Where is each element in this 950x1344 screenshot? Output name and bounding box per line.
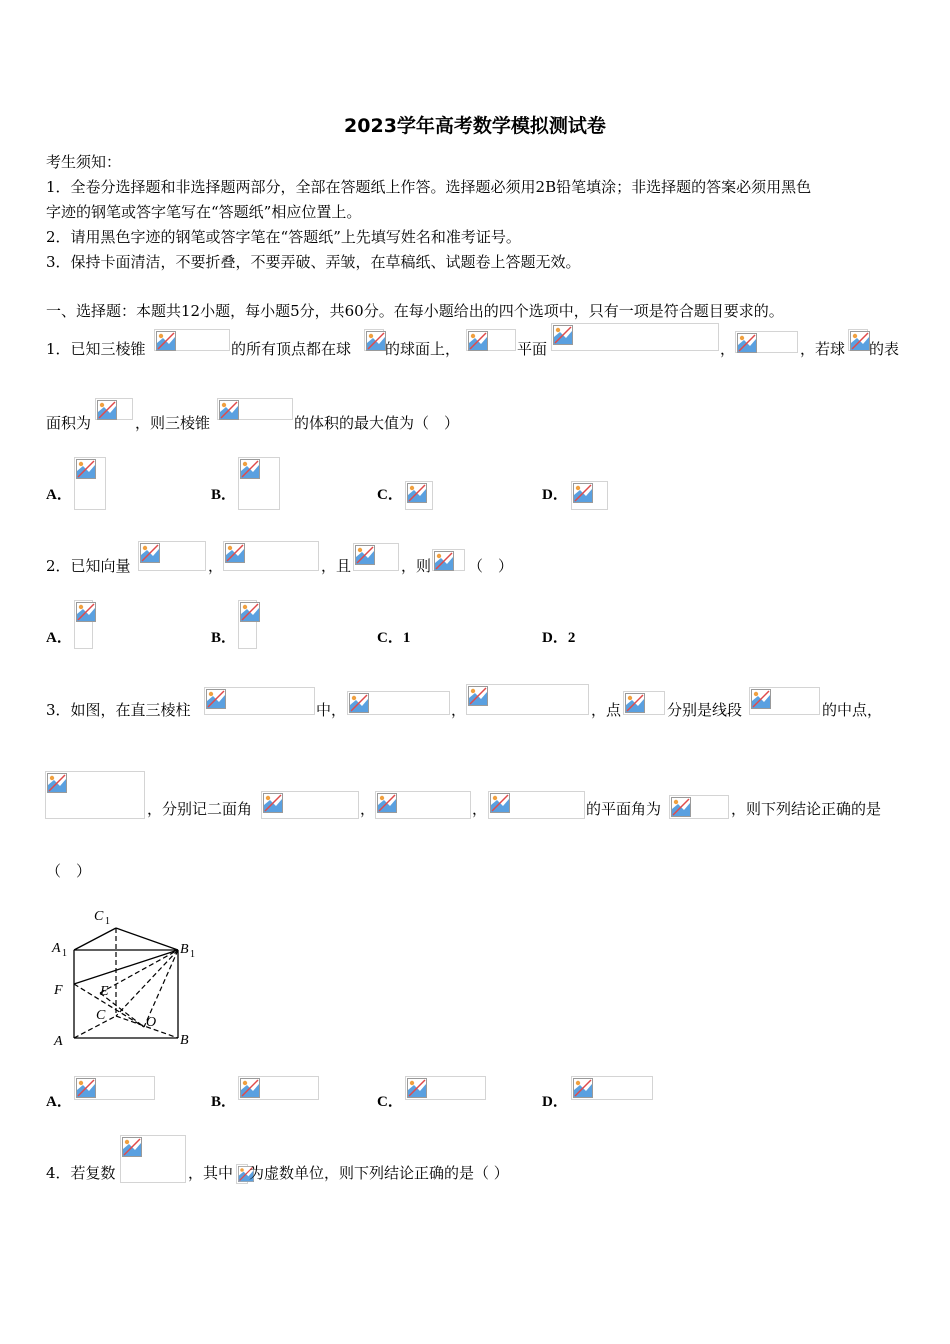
formula-image: [138, 541, 206, 571]
q3-text: 3．如图，在直三棱柱: [46, 701, 191, 719]
broken-image-icon: [76, 459, 96, 479]
formula-image: [236, 1164, 248, 1184]
formula-image: [95, 398, 133, 420]
formula-image: [204, 687, 315, 715]
q2-text: （ ）: [468, 557, 514, 575]
option-c[interactable]: C．: [377, 487, 403, 503]
broken-image-icon: [573, 483, 593, 503]
option-a[interactable]: A．: [46, 487, 72, 503]
broken-image-icon: [225, 543, 245, 563]
option-c[interactable]: C．1: [377, 630, 411, 646]
notice-heading: 考生须知：: [46, 153, 122, 171]
label-c: C: [96, 1008, 106, 1023]
broken-image-icon: [671, 797, 691, 817]
notice-item: 字迹的钢笔或答字笔写在“答题纸”相应位置上。: [46, 203, 362, 221]
q1-text: 的球面上，: [385, 340, 461, 358]
formula-image: [217, 398, 293, 420]
broken-image-icon: [573, 1078, 593, 1098]
q3-text: ，: [472, 800, 488, 818]
q1-text: 1．已知三棱锥: [46, 340, 146, 358]
q1-text: 的体积的最大值为（ ）: [294, 414, 460, 432]
broken-image-icon: [751, 689, 771, 709]
q1-text: ，: [720, 340, 736, 358]
q3-text: ，分别记二面角: [147, 800, 253, 818]
label-o: O: [146, 1015, 157, 1030]
option-d[interactable]: D．2: [542, 630, 576, 646]
formula-image: [466, 684, 589, 715]
notice-item: 3．保持卡面清洁，不要折叠，不要弄破、弄皱，在草稿纸、试题卷上答题无效。: [46, 253, 581, 271]
q2-text: ，: [208, 557, 224, 575]
formula-image: [749, 687, 820, 715]
formula-image: [364, 329, 384, 351]
broken-image-icon: [625, 693, 645, 713]
broken-image-icon: [263, 793, 283, 813]
q3-text: 中，: [316, 701, 347, 719]
broken-image-icon: [366, 331, 386, 351]
formula-image: [347, 691, 450, 715]
q3-text: 的中点，: [822, 701, 883, 719]
option-a[interactable]: A．: [46, 1094, 72, 1110]
q3-text: ，: [360, 800, 376, 818]
formula-image: [735, 331, 798, 353]
option-b[interactable]: B．: [211, 487, 237, 503]
formula-image: [45, 771, 145, 819]
option-image: [74, 457, 106, 510]
broken-image-icon: [553, 325, 573, 345]
q4-text: ，其中: [188, 1164, 234, 1182]
q3-text: ，点: [591, 701, 622, 719]
q2-text: 2．已知向量: [46, 557, 131, 575]
formula-image: [154, 329, 230, 351]
q2-text: ，且: [321, 557, 352, 575]
formula-image: [353, 543, 399, 571]
broken-image-icon: [240, 459, 260, 479]
q3-text: ，则下列结论正确的是: [731, 800, 882, 818]
label-f: F: [54, 983, 63, 998]
q3-text: 的平面角为: [586, 800, 662, 818]
svg-text:1: 1: [62, 948, 67, 959]
label-a1: A: [52, 941, 61, 956]
broken-image-icon: [407, 483, 427, 503]
broken-image-icon: [377, 793, 397, 813]
broken-image-icon: [468, 331, 488, 351]
broken-image-icon: [468, 686, 488, 706]
q1-text: 的所有顶点都在球: [231, 340, 352, 358]
q3-text: 分别是线段: [667, 701, 743, 719]
formula-image: [223, 541, 319, 571]
formula-image: [375, 791, 471, 819]
broken-image-icon: [76, 1078, 96, 1098]
formula-image: [466, 329, 516, 351]
option-d[interactable]: D．: [542, 487, 568, 503]
broken-image-icon: [490, 793, 510, 813]
q3-text: （ ）: [46, 862, 92, 880]
broken-image-icon: [434, 551, 454, 571]
broken-image-icon: [737, 333, 757, 353]
q1-text: ，若球: [800, 340, 846, 358]
formula-image: [551, 323, 719, 351]
option-image: [74, 600, 93, 649]
option-d[interactable]: D．: [542, 1094, 568, 1110]
option-image: [571, 1076, 653, 1100]
q4-text: 为虚数单位，则下列结论正确的是（ ）: [249, 1164, 509, 1182]
broken-image-icon: [97, 400, 117, 420]
broken-image-icon: [47, 773, 67, 793]
q4-text: 4．若复数: [46, 1164, 116, 1182]
formula-image: [848, 329, 868, 351]
broken-image-icon: [349, 693, 369, 713]
notice-item: 2．请用黑色字迹的钢笔或答字笔在“答题纸”上先填写姓名和准考证号。: [46, 228, 521, 246]
prism-figure: [44, 900, 214, 1060]
broken-image-icon: [206, 689, 226, 709]
page-title: 2023学年高考数学模拟测试卷: [344, 115, 606, 137]
q1-text: ，则三棱锥: [135, 414, 211, 432]
option-image: [405, 481, 433, 510]
broken-image-icon: [76, 602, 96, 622]
broken-image-icon: [850, 331, 870, 351]
label-c1: C: [94, 909, 104, 924]
option-c[interactable]: C．: [377, 1094, 403, 1110]
option-image: [238, 1076, 319, 1100]
formula-image: [669, 795, 729, 819]
option-b[interactable]: B．: [211, 630, 237, 646]
q3-text: ，: [451, 701, 467, 719]
option-b[interactable]: B．: [211, 1094, 237, 1110]
option-image: [238, 457, 280, 510]
broken-image-icon: [240, 602, 260, 622]
q1-text: 面积为: [46, 414, 92, 432]
q2-text: ，则: [401, 557, 432, 575]
label-a: A: [54, 1034, 63, 1049]
broken-image-icon: [122, 1137, 142, 1157]
formula-image: [623, 691, 665, 715]
option-image: [74, 1076, 155, 1100]
notice-item: 1．全卷分选择题和非选择题两部分，全部在答题纸上作答。选择题必须用2B铅笔填涂；非选择题的答案必须用黑色: [46, 178, 812, 196]
broken-image-icon: [219, 400, 239, 420]
q1-text: 的表: [869, 340, 900, 358]
label-b: B: [180, 1033, 189, 1048]
section-heading: 一、选择题：本题共12小题，每小题5分，共60分。在每小题给出的四个选项中，只有一项是符合题目要求的。: [46, 302, 784, 320]
broken-image-icon: [140, 543, 160, 563]
formula-image: [261, 791, 359, 819]
label-e: E: [100, 984, 109, 999]
option-a[interactable]: A．: [46, 630, 72, 646]
broken-image-icon: [355, 545, 375, 565]
broken-image-icon: [407, 1078, 427, 1098]
option-image: [571, 481, 608, 510]
option-image: [238, 600, 257, 649]
q1-text: 平面: [517, 340, 548, 358]
broken-image-icon: [156, 331, 176, 351]
option-image: [405, 1076, 486, 1100]
formula-image: [120, 1135, 186, 1183]
label-b1: B: [180, 942, 189, 957]
broken-image-icon: [240, 1078, 260, 1098]
formula-image: [488, 791, 585, 819]
svg-text:1: 1: [105, 916, 110, 927]
svg-text:1: 1: [190, 949, 195, 960]
formula-image: [432, 549, 465, 571]
